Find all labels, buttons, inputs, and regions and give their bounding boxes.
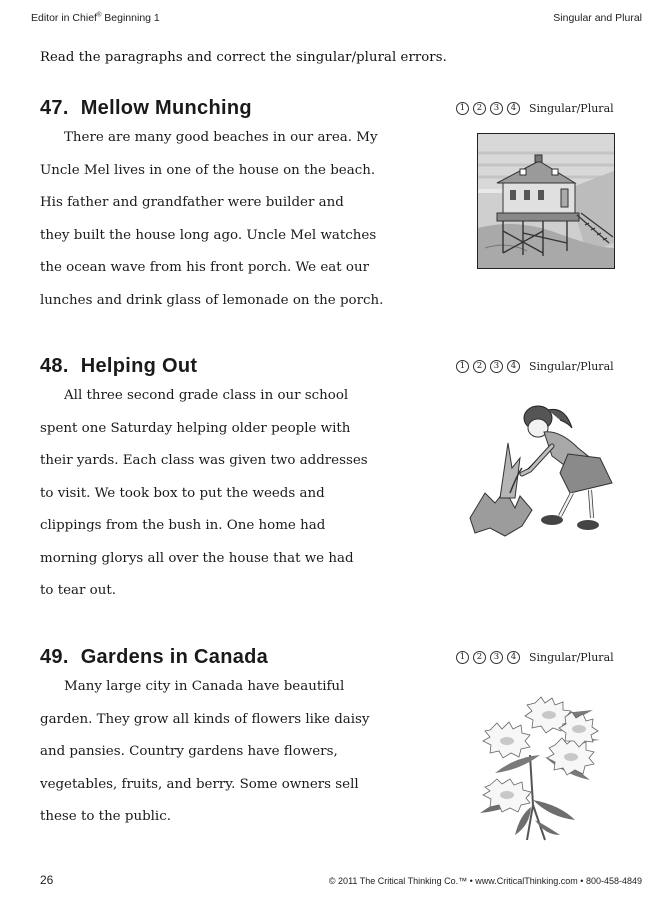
paragraph-line: and pansies. Country gardens have flowers,: [40, 744, 338, 759]
paragraph-line: garden. They grow all kinds of flowers like daisy: [40, 711, 370, 727]
paragraph-line: these to the public.: [40, 809, 171, 824]
paragraph-line: Many large city in Canada have beautiful: [64, 679, 345, 694]
page-number: 26: [40, 873, 54, 887]
exercise-paragraph: [40, 671, 445, 834]
skill-label: Singular/Plural: [529, 102, 614, 115]
exercise-number: 47.: [40, 97, 69, 119]
paragraph-line: they built the house long ago. Uncle Mel watches: [40, 227, 377, 243]
daisy-illustration: [475, 695, 600, 845]
registered-mark: ®: [96, 12, 102, 19]
score-circle-4[interactable]: 4: [507, 360, 520, 373]
paragraph-line: vegetables, fruits, and berry. Some owners sell: [40, 776, 359, 792]
exercise-name: Gardens in Canada: [80, 646, 269, 668]
paragraph-line: morning glorys all over the house that we had: [40, 550, 354, 566]
paragraph-line: to visit. We took box to put the weeds and: [40, 485, 325, 501]
paragraph-line: lunches and drink glass of lemonade on the porch.: [40, 292, 384, 308]
exercise-name: Helping Out: [80, 355, 198, 377]
score-circle-2[interactable]: 2: [473, 360, 486, 373]
paragraph-line: the ocean wave from his front porch. We eat our: [40, 260, 369, 275]
exercise-number: 49.: [40, 646, 69, 668]
score-circle-2[interactable]: 2: [473, 102, 486, 115]
score-circle-4[interactable]: 4: [507, 102, 520, 115]
skill-rubric: [456, 651, 614, 664]
paragraph-line: to tear out.: [40, 583, 116, 598]
score-circle-3[interactable]: 3: [490, 360, 503, 373]
copyright-footer: © 2011 The Critical Thinking Co.™ • www.CriticalThinking.com • 800-458-4849: [328, 876, 642, 886]
book-level: Beginning 1: [101, 12, 160, 24]
running-header-left: [31, 12, 160, 24]
score-circle-1[interactable]: 1: [456, 102, 469, 115]
skill-rubric: [456, 102, 614, 115]
paragraph-line: His father and grandfather were builder and: [40, 195, 344, 210]
score-circle-3[interactable]: 3: [490, 102, 503, 115]
skill-rubric: [456, 360, 614, 373]
paragraph-line: Uncle Mel lives in one of the house on the beach.: [40, 162, 376, 178]
paragraph-line: their yards. Each class was given two addresses: [40, 453, 368, 468]
paragraph-line: spent one Saturday helping older people with: [40, 420, 351, 436]
score-circle-1[interactable]: 1: [456, 651, 469, 664]
paragraph-line: All three second grade class in our school: [64, 388, 349, 403]
skill-label: Singular/Plural: [529, 651, 614, 664]
girl-weeding-illustration: [460, 398, 615, 546]
running-header-right: Singular and Plural: [553, 12, 642, 24]
exercise-number: 48.: [40, 355, 69, 377]
exercise-paragraph: [40, 380, 445, 608]
exercise-name: Mellow Munching: [80, 97, 252, 119]
beach-house-illustration: [477, 133, 615, 269]
score-circle-3[interactable]: 3: [490, 651, 503, 664]
exercise-paragraph: [40, 122, 445, 317]
score-circle-2[interactable]: 2: [473, 651, 486, 664]
skill-label: Singular/Plural: [529, 360, 614, 373]
paragraph-line: clippings from the bush in. One home had: [40, 518, 326, 533]
score-circle-1[interactable]: 1: [456, 360, 469, 373]
score-circle-4[interactable]: 4: [507, 651, 520, 664]
book-title: Editor in Chief: [31, 12, 97, 24]
paragraph-line: There are many good beaches in our area. My: [64, 130, 378, 145]
instructions: Read the paragraphs and correct the singular/plural errors.: [40, 50, 447, 65]
